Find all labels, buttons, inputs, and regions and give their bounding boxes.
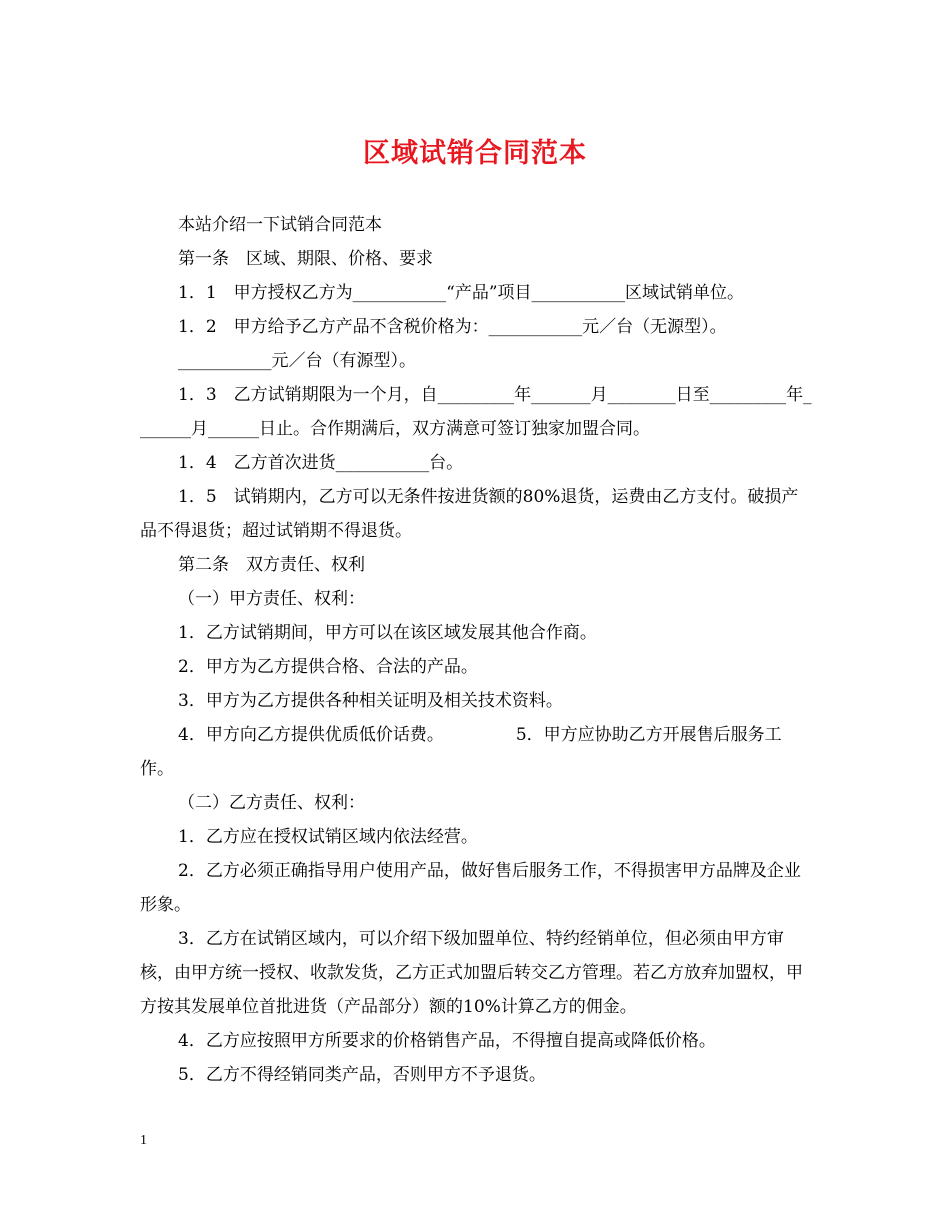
party-b-item-3: 3．乙方在试销区域内，可以介绍下级加盟单位、特约经销单位，但必须由甲方审核，由甲方统一授权、收款发货，乙方正式加盟后转交乙方管理。若乙方放弃加盟权，甲方按其发展单位首批进货（产品部分）额的10%计算乙方的佣金。 xyxy=(140,929,803,1017)
section-party-b-heading: （二）乙方责任、权利： xyxy=(178,793,365,813)
document-title: 区域试销合同范本 xyxy=(363,138,587,169)
party-b-item-2: 2．乙方必须正确指导用户使用产品，做好售后服务工作，不得损害甲方品牌及企业形象。 xyxy=(140,861,801,915)
clause-1-5: 1．5 试销期内，乙方可以无条件按进货额的80%退货，运费由乙方支付。破损产品不得退货；超过试销期不得退货。 xyxy=(140,487,799,541)
article-1-heading: 第一条 区域、期限、价格、要求 xyxy=(178,249,433,269)
clause-1-3: 1．3 乙方试销期限为一个月，自_________年_______月________日至_________年_______月______日止。合作期满后，双方满意可签订独家加盟合同。 xyxy=(140,385,812,439)
page-number: 1 xyxy=(140,1133,147,1148)
party-a-items-4-5 xyxy=(140,718,815,786)
party-a-item-3: 3．甲方为乙方提供各种相关证明及相关技术资料。 xyxy=(178,691,563,711)
party-b-item-1: 1．乙方应在授权试销区域内依法经营。 xyxy=(178,827,478,847)
party-a-item-4: 4．甲方向乙方提供优质低价话费。 xyxy=(178,725,444,745)
section-party-a-heading: （一）甲方责任、权利： xyxy=(178,589,365,609)
party-b-item-4: 4．乙方应按照甲方所要求的价格销售产品，不得擅自提高或降低价格。 xyxy=(178,1031,716,1051)
party-b-item-5: 5．乙方不得经销同类产品，否则甲方不予退货。 xyxy=(178,1065,546,1085)
clause-1-4: 1．4 乙方首次进货___________台。 xyxy=(178,453,464,473)
paragraph-intro: 本站介绍一下试销合同范本 xyxy=(178,215,382,235)
document-body xyxy=(140,208,815,1092)
clause-1-1: 1．1 甲方授权乙方为___________“产品”项目___________区域试销单位。 xyxy=(178,283,745,303)
party-a-item-1: 1．乙方试销期间，甲方可以在该区域发展其他合作商。 xyxy=(178,623,597,643)
clause-1-2-continued: ___________元／台（有源型）。 xyxy=(178,351,416,371)
clause-1-2: 1．2 甲方给予乙方产品不含税价格为：___________元／台（无源型）。 xyxy=(178,317,727,337)
party-a-item-5: 5．甲方应协助乙方开展售后服务工作。 xyxy=(140,725,782,779)
article-2-heading: 第二条 双方责任、权利 xyxy=(178,555,365,575)
party-a-item-2: 2．甲方为乙方提供合格、合法的产品。 xyxy=(178,657,478,677)
